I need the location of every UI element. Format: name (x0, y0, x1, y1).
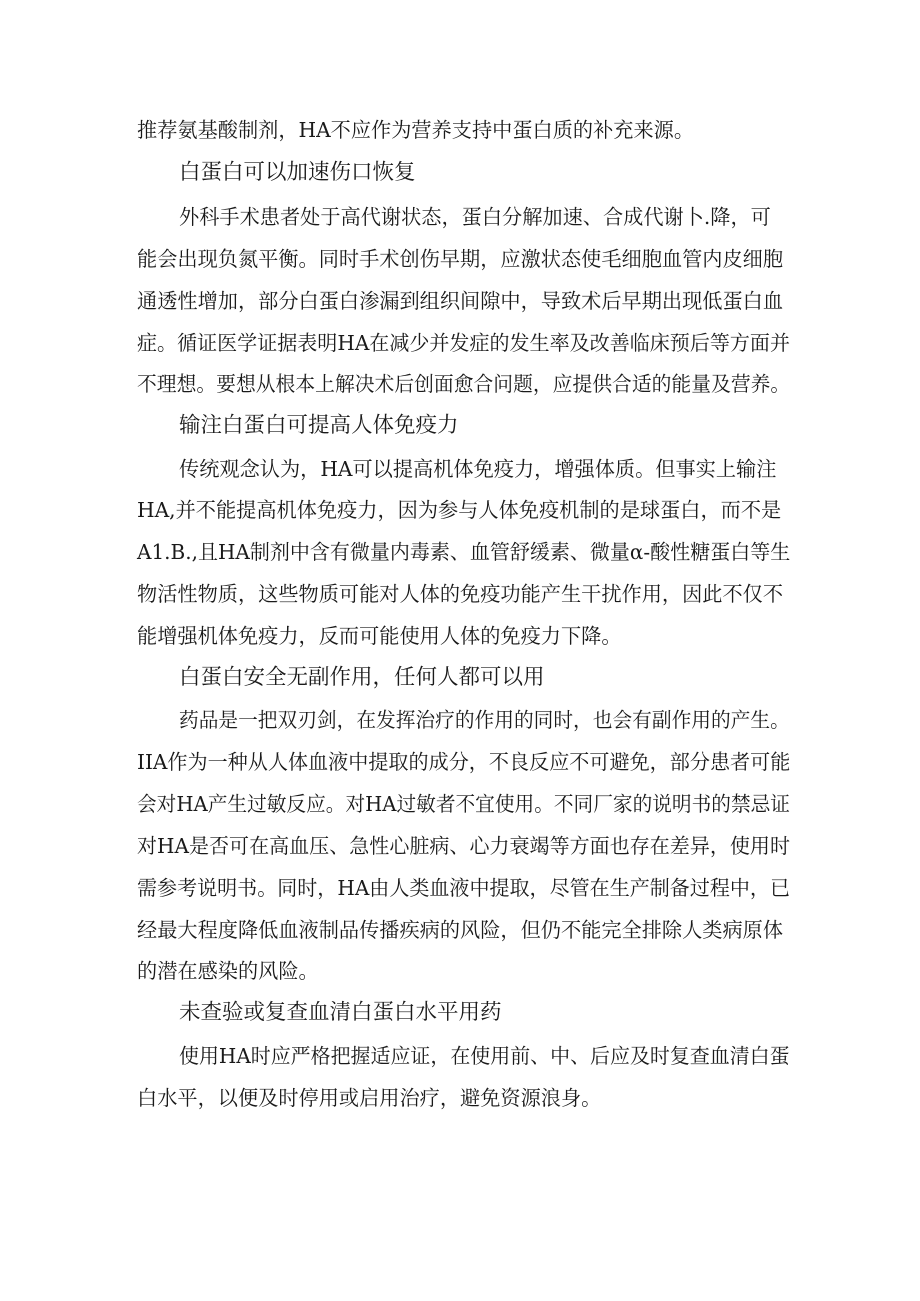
section-1-line-5: 不理想。要想从根本上解决术后创面愈合问题，应提供合适的能量及营养。 (137, 372, 791, 396)
section-3-heading: 白蛋白安全无副作用，任何人都可以用 (179, 665, 545, 690)
section-2-heading: 输注白蛋白可提高人体免疫力 (179, 413, 459, 438)
section-3-line-3: 会对HA产生过敏反应。对HA过敏者不宜使用。不同厂家的说明书的禁忌证 (137, 792, 790, 816)
section-1-line-1: 外科手术患者处于高代谢状态，蛋白分解加速、合成代谢卜.降，可 (179, 205, 771, 229)
section-1-heading: 白蛋白可以加速伤口恢复 (179, 160, 416, 185)
section-4-heading: 未查验或复查血清白蛋白水平用药 (179, 1000, 502, 1025)
section-2-line-2: HA,并不能提高机体免疫力，因为参与人体免疫机制的是球蛋白，而不是 (137, 498, 782, 522)
section-3-line-7: 的潜在感染的风险。 (137, 959, 319, 983)
section-2-line-1: 传统观念认为，HA可以提高机体免疫力，增强体质。但事实上输注 (179, 457, 777, 481)
section-2-line-3: A1.B.,且HA制剂中含有微量内毒素、血管舒缓素、微量α-酸性糖蛋白等生 (137, 540, 791, 564)
section-3-line-5: 需参考说明书。同时，HA由人类血液中提取，尽管在生产制备过程中，已 (137, 876, 790, 900)
section-3-line-6: 经最大程度降低血液制品传播疾病的风险，但仍不能完全排除人类病原体 (137, 918, 784, 942)
section-4-line-2: 白水平，以便及时停用或启用治疗，避免资源浪身。 (137, 1086, 602, 1110)
section-3-line-1: 药品是一把双刃剑，在发挥治疗的作用的同时，也会有副作用的产生。 (179, 708, 790, 732)
intro-line-1: 推荐氨基酸制剂，HA不应作为营养支持中蛋白质的补充来源。 (137, 118, 695, 142)
section-3-line-4: 对HA是否可在高血压、急性心脏病、心力衰竭等方面也存在差异，使用时 (137, 834, 790, 858)
section-2-line-5: 能增强机体免疫力，反而可能使用人体的免疫力下降。 (137, 624, 622, 648)
section-3-line-2: IIA作为一种从人体血液中提取的成分，不良反应不可避免，部分患者可能 (137, 750, 791, 774)
section-4-line-1: 使用HA时应严格把握适应证，在使用前、中、后应及时复查血清白蛋 (179, 1044, 790, 1068)
section-2-line-4: 物活性物质，这些物质可能对人体的免疫功能产生干扰作用，因此不仅不 (137, 582, 784, 606)
section-1-line-2: 能会出现负氮平衡。同时手术创伤早期，应激状态使毛细胞血管内皮细胞 (137, 247, 784, 271)
section-1-line-4: 症。循证医学证据表明HA在减少并发症的发生率及改善临床预后等方面并 (137, 331, 790, 355)
section-1-line-3: 通透性增加，部分白蛋白渗漏到组织间隙中，导致术后早期出现低蛋白血 (137, 289, 784, 313)
